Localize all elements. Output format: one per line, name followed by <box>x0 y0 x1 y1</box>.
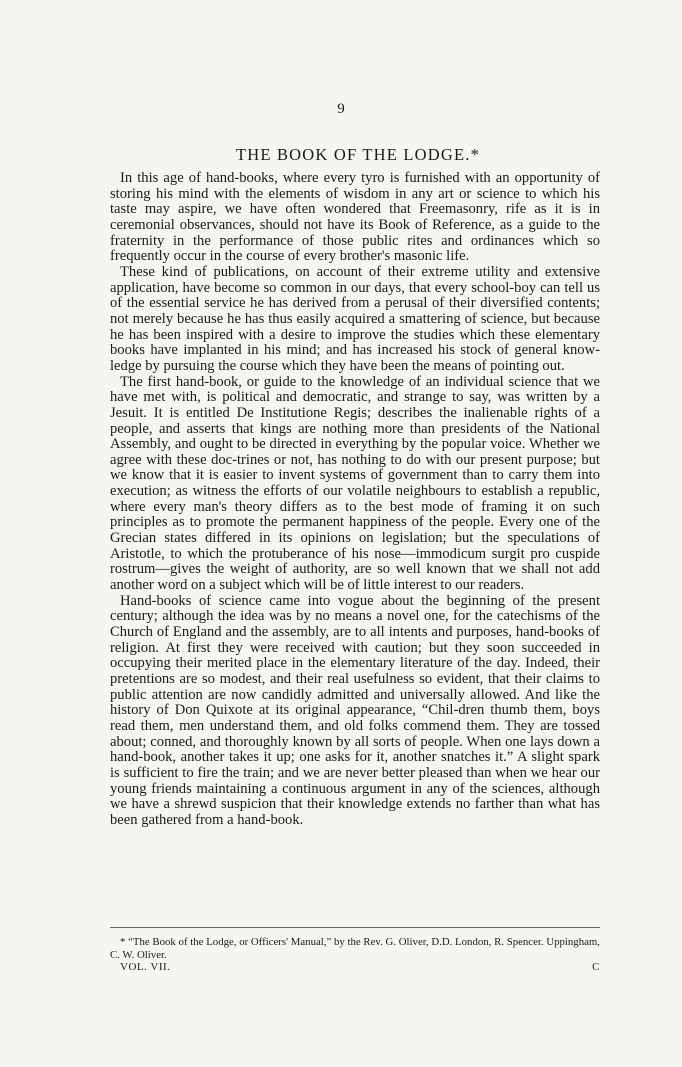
footnote <box>110 936 600 962</box>
footnote-text: * “The Book of the Lodge, or Officers' Manual,” by the Rev. G. Oliver, D.D. London, R. Spencer. Uppingham, C. W. Oliver. <box>110 936 600 961</box>
paragraph: In this age of hand-books, where every tyro is furnished with an opportunity of storing his mind with the elements of wisdom in any art or science to which his taste may aspire, we have often wondered that Freemasonry, rife as it is in ceremonial observances, should not have its Book of Reference, as a guide to the fraternity in the performance of those public rites and ordinances which so frequently occur in the course of every brother's masonic life. <box>110 170 600 265</box>
article-body <box>110 171 600 829</box>
footnote-divider <box>110 927 600 928</box>
page-number: 9 <box>337 101 345 117</box>
volume-label: VOL. VII. <box>120 961 171 973</box>
paragraph: The first hand-book, or guide to the knowledge of an individual science that we have met with, is political and democratic, and strange to say, was written by a Jesuit. It is entitled De Institutione Regis; describes the inalienable rights of a people, and asserts that kings are nothing more than presidents of the National Assembly, and ought to be directed in everything by the popular voice. Whether we agree with these doc-trines or not, has nothing to do with our present purpose; but we know that it is easier to invent systems of government than to carry them into execution; as witness the efforts of our volatile neighbours to establish a republic, where every man's theory differs as to the best mode of framing it on such principles as to promote the permanent happiness of the people. Every one of the Grecian states differed in its opinions on legislation; but the speculations of Aristotle, to which the protuberance of his nose—immodicum surgit pro cuspide rostrum—gives the weight of authority, are so well known that we shall not add another word on a subject which will be of little interest to our readers. <box>110 373 600 594</box>
paragraph: Hand-books of science came into vogue about the beginning of the present century; although the idea was by no means a novel one, for the catechisms of the Church of England and the assembly, are to all intents and purposes, hand-books of religion. At first they were received with caution; but they soon succeeded in occupying their merited place in the elementary literature of the day. Indeed, their pretentions are so modest, and their real usefulness so evident, that their claims to public attention are now candidly admitted and universally allowed. And like the history of Don Quixote at its original appearance, “Chil-dren thumb them, boys read them, men understand them, and old folks commend them. They are tossed about; conned, and thoroughly known by all sorts of people. When one lays down a hand-book, another takes it up; one asks for it, another snatches it.” A slight spark is sufficient to fire the train; and we are never better pleased than when we hear our young friends maintaining a continuous argument in any of the sciences, although we have a shrewd suspicion that their knowledge extends no farther than what has been gathered from a hand-book. <box>110 592 600 828</box>
signature-mark: C <box>592 961 600 973</box>
article-title: THE BOOK OF THE LODGE.* <box>235 145 481 164</box>
paragraph: These kind of publications, on account of their extreme utility and extensive application, have become so common in our days, that every school-boy can tell us of the essential service he has derived from a perusal of their diversified contents; not merely because he has thus easily acquired a smattering of science, but because he has been inspired with a desire to improve the studies which these elementary books have implanted in his mind; and has increased his stock of general know-ledge by pursuing the course which they have been the means of pointing out. <box>110 263 600 374</box>
printer-signature <box>120 961 600 973</box>
